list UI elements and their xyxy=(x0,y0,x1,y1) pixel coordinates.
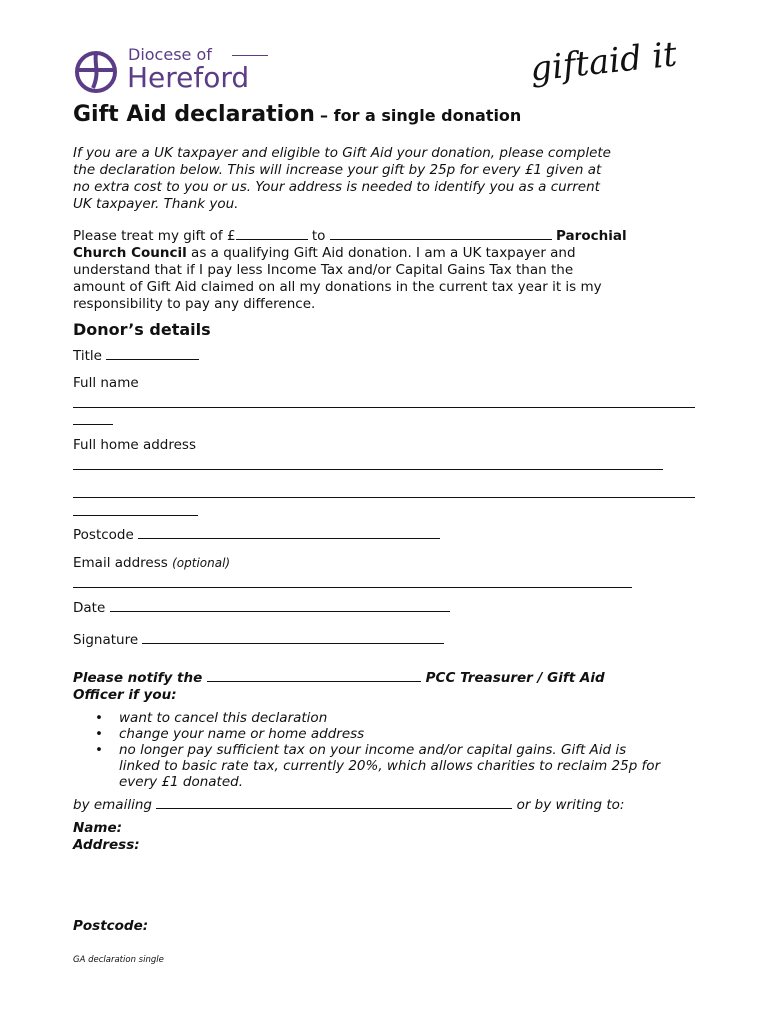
name-label: Name: xyxy=(73,820,123,836)
title-row xyxy=(73,348,199,365)
title-field[interactable] xyxy=(106,348,199,360)
or-writing: or by writing to: xyxy=(516,797,625,813)
address-field-2[interactable] xyxy=(73,497,695,498)
intro-line-1: If you are a UK taxpayer and eligible to Gift Aid your donation, please complete xyxy=(73,145,611,161)
email-writing-row xyxy=(73,797,624,814)
fullname-field-cont[interactable] xyxy=(73,424,113,425)
email-field[interactable] xyxy=(73,587,632,588)
treat-prefix: Please treat my gift of £ xyxy=(73,228,236,244)
treat-line-2 xyxy=(73,245,576,262)
gift-amount-field[interactable] xyxy=(236,228,308,240)
treat-line2-rest: as a qualifying Gift Aid donation. I am a UK taxpayer and xyxy=(186,245,576,261)
postcode-label: Postcode xyxy=(73,527,134,543)
logo-line1: Diocese of xyxy=(128,45,212,64)
diocese-logo xyxy=(72,46,282,98)
intro-line-3: no extra cost to you or us. Your address is needed to identify you as a current xyxy=(73,179,600,195)
address-field-1[interactable] xyxy=(73,469,663,470)
donor-heading: Donor’s details xyxy=(73,320,211,339)
treat-pcc: Church Council xyxy=(73,245,187,261)
notify-line-1 xyxy=(73,670,605,687)
title-main: Gift Aid declaration xyxy=(73,102,315,127)
notify-prefix: Please notify the xyxy=(73,670,203,686)
treat-line-4: amount of Gift Aid claimed on all my donations in the current tax year it is my xyxy=(73,279,602,295)
notify-line-2: Officer if you: xyxy=(73,687,177,703)
address-label: Full home address xyxy=(73,437,196,453)
address-field-3[interactable] xyxy=(73,515,198,516)
treat-line-5: responsibility to pay any difference. xyxy=(73,296,316,312)
title-sub: – for a single donation xyxy=(320,106,522,125)
notify-suffix: PCC Treasurer / Gift Aid xyxy=(425,670,605,686)
intro-line-2: the declaration below. This will increase your gift by 25p for every £1 given at xyxy=(73,162,602,178)
logo-divider xyxy=(232,55,268,56)
signature-row xyxy=(73,632,444,649)
email-optional: (optional) xyxy=(172,556,231,570)
logo-line2: Hereford xyxy=(127,61,250,94)
cross-emblem-icon xyxy=(72,48,120,96)
postcode-row xyxy=(73,527,440,544)
title-label: Title xyxy=(73,348,102,364)
list-item: • change your name or home address xyxy=(73,726,713,742)
notify-bullet-list xyxy=(73,710,713,790)
fullname-field[interactable] xyxy=(73,407,695,408)
footer-note: GA declaration single xyxy=(73,955,164,965)
postcode-field[interactable] xyxy=(138,527,440,539)
church-name-field[interactable] xyxy=(330,228,552,240)
list-item: • want to cancel this declaration xyxy=(73,710,713,726)
date-field[interactable] xyxy=(110,600,450,612)
signature-label: Signature xyxy=(73,632,139,648)
postcode-label-notify: Postcode: xyxy=(73,918,149,934)
email-row xyxy=(73,555,230,572)
treat-parochial: Parochial xyxy=(556,228,627,244)
email-label: Email address xyxy=(73,555,168,571)
signature-field[interactable] xyxy=(142,632,444,644)
notify-email-field[interactable] xyxy=(156,797,512,809)
treat-line-3: understand that if I pay less Income Tax and/or Capital Gains Tax than the xyxy=(73,262,574,278)
treat-line-1 xyxy=(73,228,627,245)
fullname-label: Full name xyxy=(73,375,139,391)
church-name-notify-field[interactable] xyxy=(207,670,421,682)
intro-line-4: UK taxpayer. Thank you. xyxy=(73,196,239,212)
page-title xyxy=(73,102,521,127)
list-item: • no longer pay sufficient tax on your income and/or capital gains. Gift Aid is linked to basic rate tax, currently 20%, which allows charities to reclaim 25p for every £1 donated. xyxy=(73,742,713,790)
date-row xyxy=(73,600,450,617)
address-label-notify: Address: xyxy=(73,837,140,853)
giftaid-logo: giftaid it xyxy=(528,34,679,90)
treat-to: to xyxy=(311,228,326,244)
by-emailing: by emailing xyxy=(73,797,152,813)
date-label: Date xyxy=(73,600,106,616)
